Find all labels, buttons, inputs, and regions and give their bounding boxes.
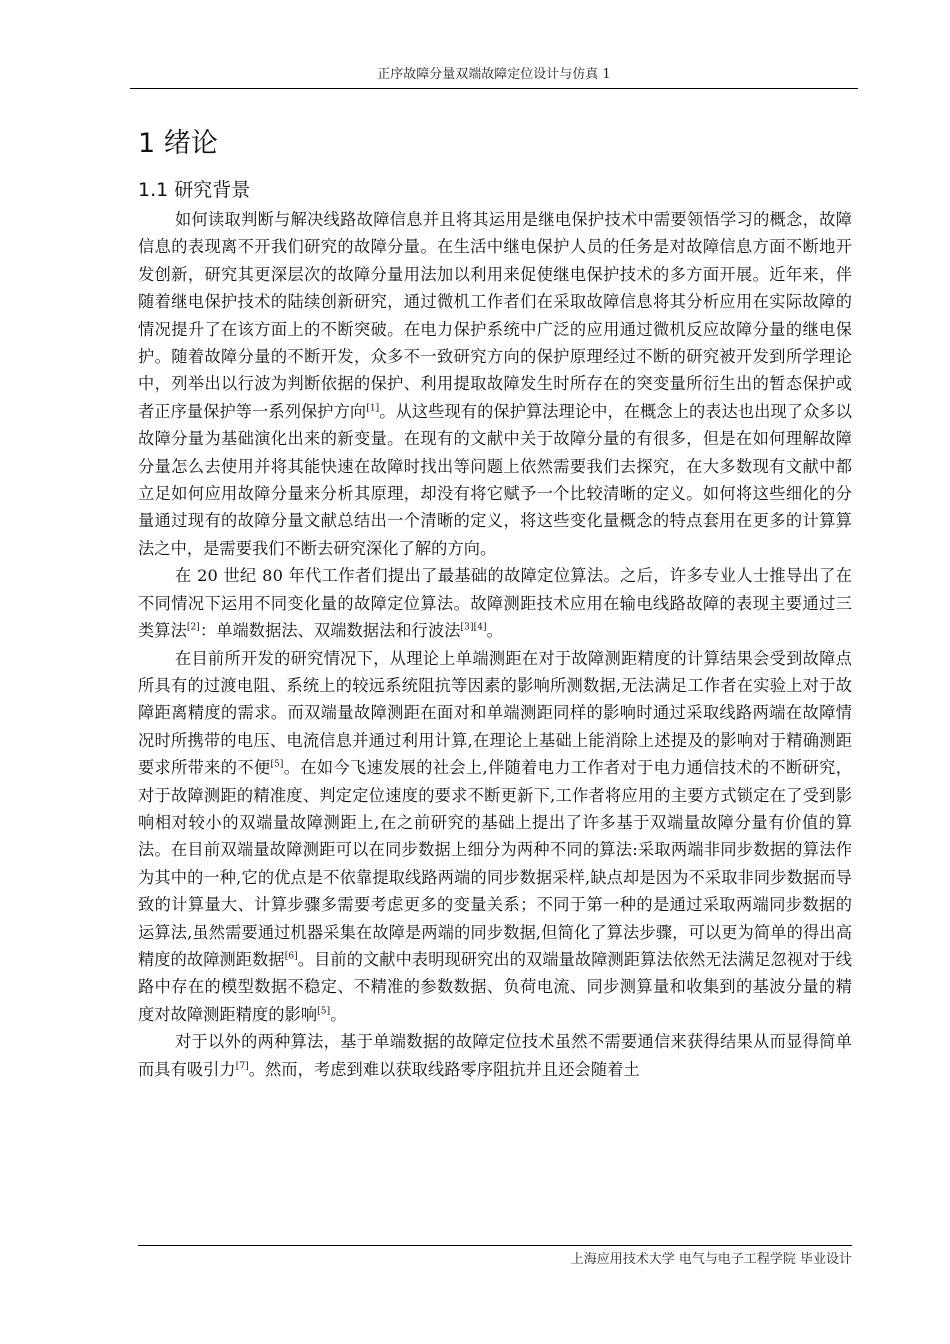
citation: [1] [366,403,380,414]
citation: [2] [186,622,200,633]
page-footer [138,1249,852,1271]
text-run: ：单端数据法、双端数据法和行波法 [199,621,461,641]
footer-text: 上海应用技术大学 电气与电子工程学院 毕业设计 [570,1252,852,1267]
section-title: 1.1 研究背景 [138,179,251,201]
text-run: 如何读取判断与解决线路故障信息并且将其运用是继电保护技术中需要领悟学习的概念，故障信息的表现离不开我们研究的故障分量。在生活中继电保护人员的任务是对故障信息方面不断地开发创新，研究其更深层次的故障分量用法加以利用来促使继电保护技术的多方面开展。近年来，伴随着继电保护技术的陆续创新研究，通过微机工作者们在采取故障信息将其分析应用在实际故障的情况提升了在该方面上的不断突破。在电力保护系统中广泛的应用通过微机反应故障分量的继电保护。随着故障分量的不断开发，众多不一致研究方向的保护原理经过不断的研究被开发到所学理论中，列举出以行波为判断依据的保护、利用提取故障发生时所存在的突变量所衍生出的暂态保护或者正序量保护等一系列保护方向 [138,210,852,421]
header-title: 正序故障分量双端故障定位设计与仿真 1 [377,67,611,82]
paragraph-4 [138,1028,852,1083]
citation: [7] [235,1061,249,1072]
text-run: 。 [330,1004,347,1024]
citation: [5] [317,1006,331,1017]
footer-rule [138,1245,852,1246]
body-text [138,206,852,1083]
text-run: 在 20 世纪 80 年代工作者们提出了最基础的故障定位算法。之后，许多专业人士推导出了在不同情况下运用不同变化量的故障定位算法。故障测距技术应用在输电线路故障的表现主要通过三类算法 [138,566,852,641]
citation: [6] [284,951,298,962]
text-run: 在目前所开发的研究情况下，从理论上单端测距在对于故障测距精度的计算结果会受到故障点所具有的过渡电阻、系统上的较远系统阻抗等因素的影响所测数据,无法满足工作者在实验上对于故障距离精度的需求。而双端量故障测距在面对和单端测距同样的影响时通过采取线路两端在故障情况时所携带的电压、电流信息并通过利用计算,在理论上基础上能消除上述提及的影响对于精确测距要求所带来的不便 [138,648,852,778]
chapter-title: 1 绪论 [138,128,218,159]
citation: [3][4] [460,622,487,633]
text-run: 对于以外的两种算法，基于单端数据的故障定位技术虽然不需要通信来获得结果从而显得简单而具有吸引力 [138,1032,852,1079]
citation: [5] [270,759,284,770]
text-run: 。在如今飞速发展的社会上,伴随着电力工作者对于电力通信技术的不断研究，对于故障测距的精准度、判定定位速度的要求不断更新下,工作者将应用的主要方式锁定在了受到影响相对较小的双端量故障测距上,在之前研究的基础上提出了许多基于双端量故障分量有价值的算法。在目前双端量故障测距可以在同步数据上细分为两种不同的算法:采取两端非同步数据的算法作为其中的一种,它的优点是不依靠提取线路两端的同步数据采样,缺点却是因为不采取非同步数据而导致的计算量大、计算步骤多需要考虑更多的变量关系；不同于第一种的是通过采取两端同步数据的运算法,虽然需要通过机器采集在故障是两端的同步数据,但简化了算法步骤，可以更为简单的得出高精度的故障测距数据 [138,758,852,969]
text-run: 。 [486,621,503,641]
text-run: 。从这些现有的保护算法理论中，在概念上的表达也出现了众多以故障分量为基础演化出来的新变量。在现有的文献中关于故障分量的有很多，但是在如何理解故障分量怎么去使用并将其能快速在故障时找出等问题上依然需要我们去探究，在大多数现有文献中都立足如何应用故障分量来分析其原理，却没有将它赋予一个比较清晰的定义。如何将这些细化的分量通过现有的故障分量文献总结出一个清晰的定义，将这些变化量概念的特点套用在更多的计算算法之中，是需要我们不断去研究深化了解的方向。 [138,401,852,558]
paragraph-1 [138,206,852,562]
paragraph-3 [138,645,852,1029]
paragraph-2 [138,562,852,644]
text-run: 。然而，考虑到难以获取线路零序阻抗并且还会随着土 [248,1059,640,1079]
text-run: 。目前的文献中表明现研究出的双端量故障测距算法依然无法满足忽视对于线路中存在的模型数据不稳定、不精准的参数数据、负荷电流、同步测算量和收集到的基波分量的精度对故障测距精度的影响 [138,949,852,1024]
page-header [130,62,858,89]
